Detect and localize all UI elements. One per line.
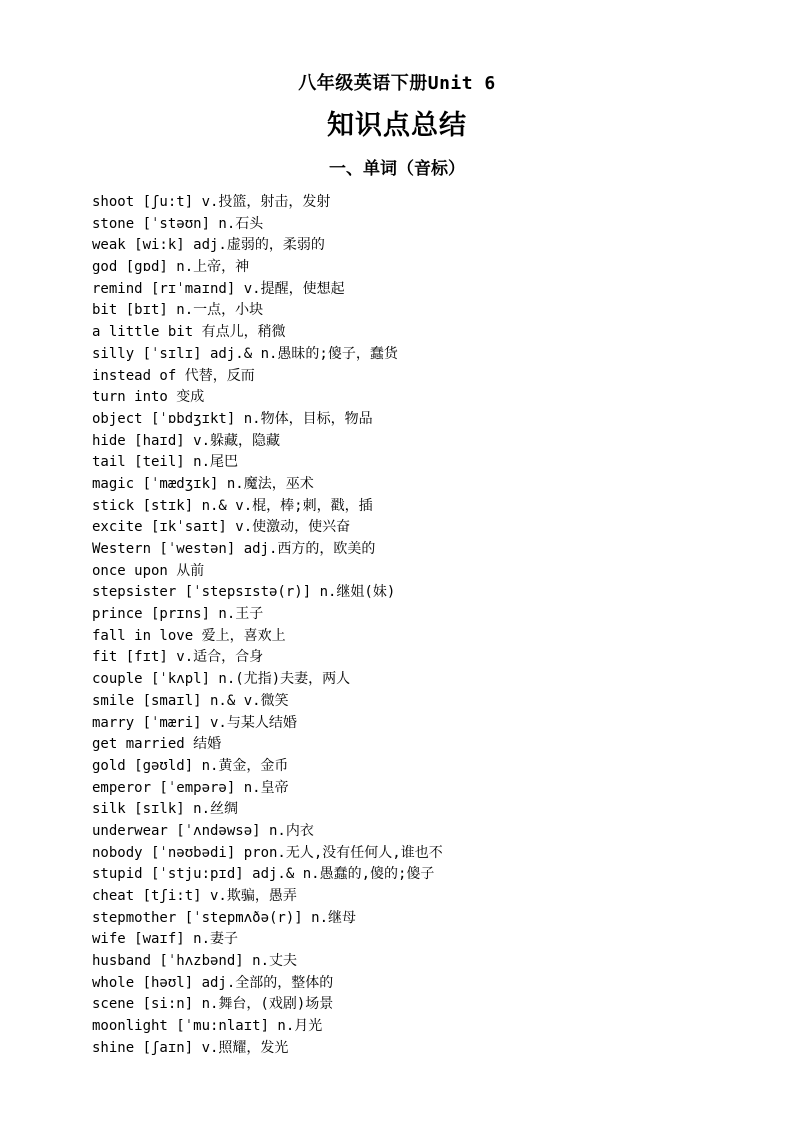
- vocabulary-item: nobody [ˈnəʊbədi] pron.无人,没有任何人,谁也不: [92, 844, 443, 861]
- vocabulary-item: fall in love 爱上，喜欢上: [92, 627, 286, 644]
- vocabulary-item: get married 结婚: [92, 736, 222, 753]
- vocabulary-item: excite [ɪkˈsaɪt] v.使激动，使兴奋: [92, 519, 351, 536]
- vocabulary-item: remind [rɪˈmaɪnd] v.提醒，使想起: [92, 280, 345, 297]
- vocabulary-item: couple [ˈkʌpl] n.(尤指)夫妻，两人: [92, 671, 351, 688]
- vocabulary-item: moonlight [ˈmu:nlaɪt] n.月光: [92, 1018, 323, 1035]
- vocabulary-item: underwear [ˈʌndəwsə] n.内衣: [92, 822, 314, 839]
- vocabulary-item: hide [haɪd] v.躲藏，隐藏: [92, 432, 281, 449]
- document-title: 八年级英语下册Unit 6: [298, 73, 496, 94]
- vocabulary-item: fit [fɪt] v.适合，合身: [92, 649, 264, 666]
- vocabulary-item: stick [stɪk] n.& v.棍，棒;刺，戳，插: [92, 497, 373, 514]
- vocabulary-item: prince [prɪns] n.王子: [92, 606, 264, 623]
- vocabulary-item: object [ˈɒbdʒɪkt] n.物体，目标，物品: [92, 410, 373, 427]
- vocabulary-item: silly [ˈsɪlɪ] adj.& n.愚昧的;傻子，蠢货: [92, 345, 398, 362]
- vocabulary-item: husband [ˈhʌzbənd] n.丈夫: [92, 953, 298, 970]
- vocabulary-item: stupid [ˈstju:pɪd] adj.& n.愚蠢的,傻的;傻子: [92, 866, 435, 883]
- vocabulary-item: turn into 变成: [92, 389, 205, 406]
- vocabulary-item: smile [smaɪl] n.& v.微笑: [92, 692, 289, 709]
- vocabulary-item: tail [teil] n.尾巴: [92, 454, 239, 471]
- vocabulary-item: silk [sɪlk] n.丝绸: [92, 801, 239, 818]
- document-heading: 知识点总结: [327, 110, 467, 141]
- vocabulary-item: bit [bɪt] n.一点，小块: [92, 302, 264, 319]
- vocabulary-item: emperor [ˈempərə] n.皇帝: [92, 779, 289, 796]
- vocabulary-item: whole [həʊl] adj.全部的，整体的: [92, 974, 334, 991]
- vocabulary-item: magic [ˈmædʒɪk] n.魔法，巫术: [92, 475, 314, 492]
- vocabulary-item: marry [ˈmæri] v.与某人结婚: [92, 714, 297, 731]
- vocabulary-item: stepmother [ˈstepmʌðə(r)] n.继母: [92, 909, 357, 926]
- vocabulary-item: shine [ʃaɪn] v.照耀，发光: [92, 1039, 289, 1056]
- vocabulary-item: stone [ˈstəʊn] n.石头: [92, 215, 264, 232]
- vocabulary-item: stepsister [ˈstepsɪstə(r)] n.继姐(妹): [92, 584, 396, 601]
- vocabulary-item: god [gɒd] n.上帝，神: [92, 259, 250, 276]
- vocabulary-item: weak [wi:k] adj.虚弱的，柔弱的: [92, 237, 325, 254]
- section-heading: 一、单词（音标）: [329, 159, 465, 179]
- vocabulary-item: a little bit 有点儿，稍微: [92, 324, 286, 341]
- vocabulary-item: cheat [tʃi:t] v.欺骗，愚弄: [92, 888, 297, 904]
- vocabulary-item: instead of 代替，反而: [92, 367, 255, 384]
- vocabulary-item: scene [si:n] n.舞台，(戏剧)场景: [92, 996, 334, 1013]
- vocabulary-item: shoot [ʃu:t] v.投篮，射击，发射: [92, 194, 331, 210]
- vocabulary-item: wife [waɪf] n.妻子: [92, 931, 239, 948]
- vocabulary-item: gold [gəʊld] n.黄金，金币: [92, 757, 289, 774]
- vocabulary-item: Western [ˈwestən] adj.西方的，欧美的: [92, 541, 376, 557]
- vocabulary-item: once upon 从前: [92, 562, 205, 579]
- vocabulary-list: [92, 192, 732, 1060]
